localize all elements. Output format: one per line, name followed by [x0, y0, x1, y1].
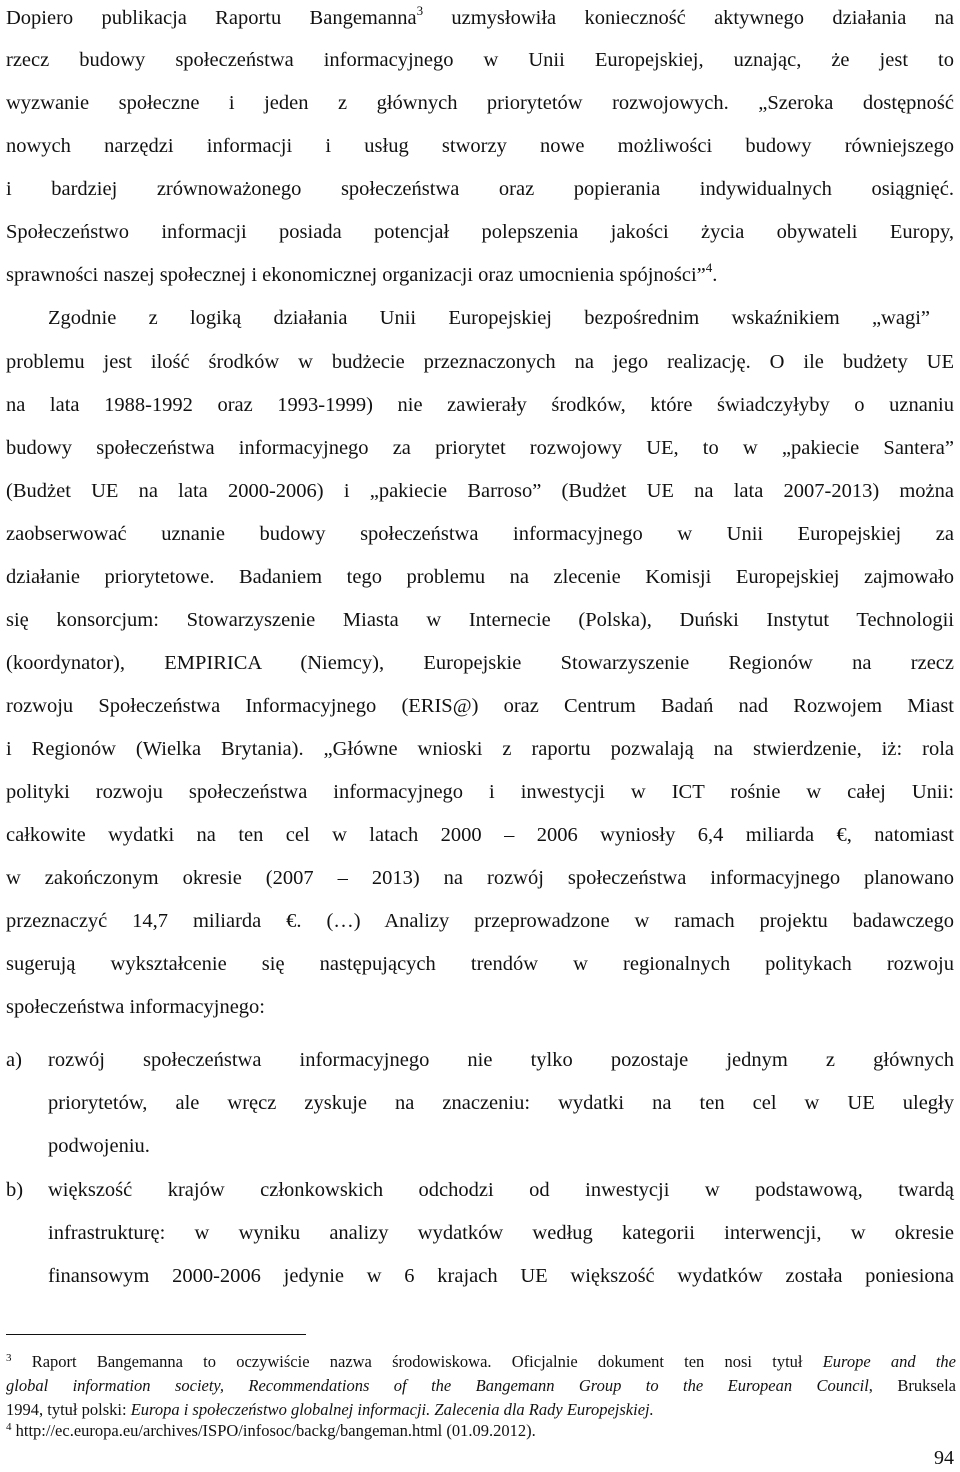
list-marker: a) — [6, 1049, 22, 1071]
list-item-line: podwojeniu. — [48, 1135, 150, 1157]
list-item-line: priorytetów, ale wręcz zyskuje na znaczeniu: wydatki na ten cel w UE uległy — [48, 1092, 954, 1114]
footnote-separator — [6, 1334, 306, 1335]
footnote-3-cont: 1994, tytuł polski: Europa i społeczeństwo globalnej informacji. Zalecenia dla Rady Europejskiej. — [6, 1400, 654, 1419]
text-line: problemu jest ilość środków w budżecie przeznaczonych na jego realizację. O ile budżety UE — [6, 351, 954, 373]
footnote-ref-3[interactable]: 3 — [416, 3, 424, 18]
text-line: sugerują wykształcenie się następujących trendów w regionalnych politykach rozwoju — [6, 953, 954, 975]
text-line: Dopiero publikacja Raportu Bangemanna$^3$ uzmysłowiła konieczność aktywnego działania na — [6, 3, 954, 29]
text-line: działanie priorytetowe. Badaniem tego problemu na zlecenie Komisji Europejskiej zajmowało — [6, 566, 954, 588]
text-line: i bardziej zrównoważonego społeczeństwa oraz popierania indywidualnych osiągnięć. — [6, 178, 954, 200]
footnote-number: 3 — [6, 1352, 12, 1364]
text-line: (Budżet UE na lata 2000-2006) i „pakiecie Barroso” (Budżet UE na lata 2007-2013) można — [6, 480, 954, 502]
text-line: w zakończonym okresie (2007 – 2013) na rozwój społeczeństwa informacyjnego planowano — [6, 867, 954, 889]
text-line: Społeczeństwo informacji posiada potencjał polepszenia jakości życia obywateli Europy, — [6, 221, 954, 243]
list-item-line: rozwój społeczeństwa informacyjnego nie tylko pozostaje jednym z głównych — [48, 1049, 954, 1071]
list-item-line: infrastrukturę: w wyniku analizy wydatków według kategorii interwencji, w okresie — [48, 1222, 954, 1244]
list-item-line: większość krajów członkowskich odchodzi od inwestycji w podstawową, twardą — [48, 1179, 954, 1201]
text-line: społeczeństwa informacyjnego: — [6, 996, 266, 1018]
text-line: (koordynator), EMPIRICA (Niemcy), Europejskie Stowarzyszenie Regionów na rzecz — [6, 652, 954, 674]
text-line: na lata 1988-1992 oraz 1993-1999) nie zawierały środków, które świadczyłyby o uznaniu — [6, 394, 954, 416]
text-line: budowy społeczeństwa informacyjnego za priorytet rozwojowy UE, to w „pakiecie Santera” — [6, 437, 954, 459]
list-marker: b) — [6, 1179, 24, 1201]
footnote-ref-4[interactable]: 4 — [705, 260, 713, 275]
footnote-3: $^3$ Raport Bangemanna to oczywiście nazwa środowiskowa. Oficjalnie dokument ten nosi tytuł Europe and the — [6, 1352, 956, 1371]
footnote-4 — [6, 1420, 956, 1442]
text-line: nowych narzędzi informacji i usług stworzy nowe możliwości budowy równiejszego — [6, 135, 954, 157]
text-line: przeznaczyć 14,7 miliarda €. (…) Analizy przeprowadzone w ramach projektu badawczego — [6, 910, 954, 932]
text-line: rzecz budowy społeczeństwa informacyjnego w Unii Europejskiej, uznając, że jest to — [6, 49, 954, 71]
text-line: sprawności naszej społecznej i ekonomicznej organizacji oraz umocnienia spójności”$^4$. — [6, 260, 718, 286]
footnote-3-cont: global information society, Recommendations of the Bangemann Group to the European Council, Bruksela — [6, 1376, 957, 1395]
list-item-line: finansowym 2000-2006 jedynie w 6 krajach UE większość wydatków została poniesiona — [48, 1265, 954, 1287]
text-line: Zgodnie z logiką działania Unii Europejskiej bezpośrednim wskaźnikiem „wagi” — [48, 307, 930, 329]
text-line: polityki rozwoju społeczeństwa informacyjnego i inwestycji w ICT rośnie w całej Unii: — [6, 781, 954, 803]
text-line: i Regionów (Wielka Brytania). „Główne wnioski z raportu pozwalają na stwierdzenie, iż: rola — [6, 738, 954, 760]
text-line: zaobserwować uznanie budowy społeczeństwa informacyjnego w Unii Europejskiej za — [6, 523, 954, 545]
text-line: się konsorcjum: Stowarzyszenie Miasta w Internecie (Polska), Duński Instytut Technologii — [6, 609, 954, 631]
footnote-number: 4 — [6, 1421, 12, 1433]
text-line: wyzwanie społeczne i jeden z głównych priorytetów rozwojowych. „Szeroka dostępność — [6, 92, 954, 114]
page-number: 94 — [934, 1447, 954, 1469]
text-line: całkowite wydatki na ten cel w latach 2000 – 2006 wyniosły 6,4 miliarda €, natomiast — [6, 824, 954, 846]
text-line: rozwoju Społeczeństwa Informacyjnego (ERIS@) oraz Centrum Badań nad Rozwojem Miast — [6, 695, 954, 717]
footnote-link[interactable]: http://ec.europa.eu/archives/ISPO/infosoc/backg/bangeman.html (01.09.2012). — [11, 1421, 536, 1440]
